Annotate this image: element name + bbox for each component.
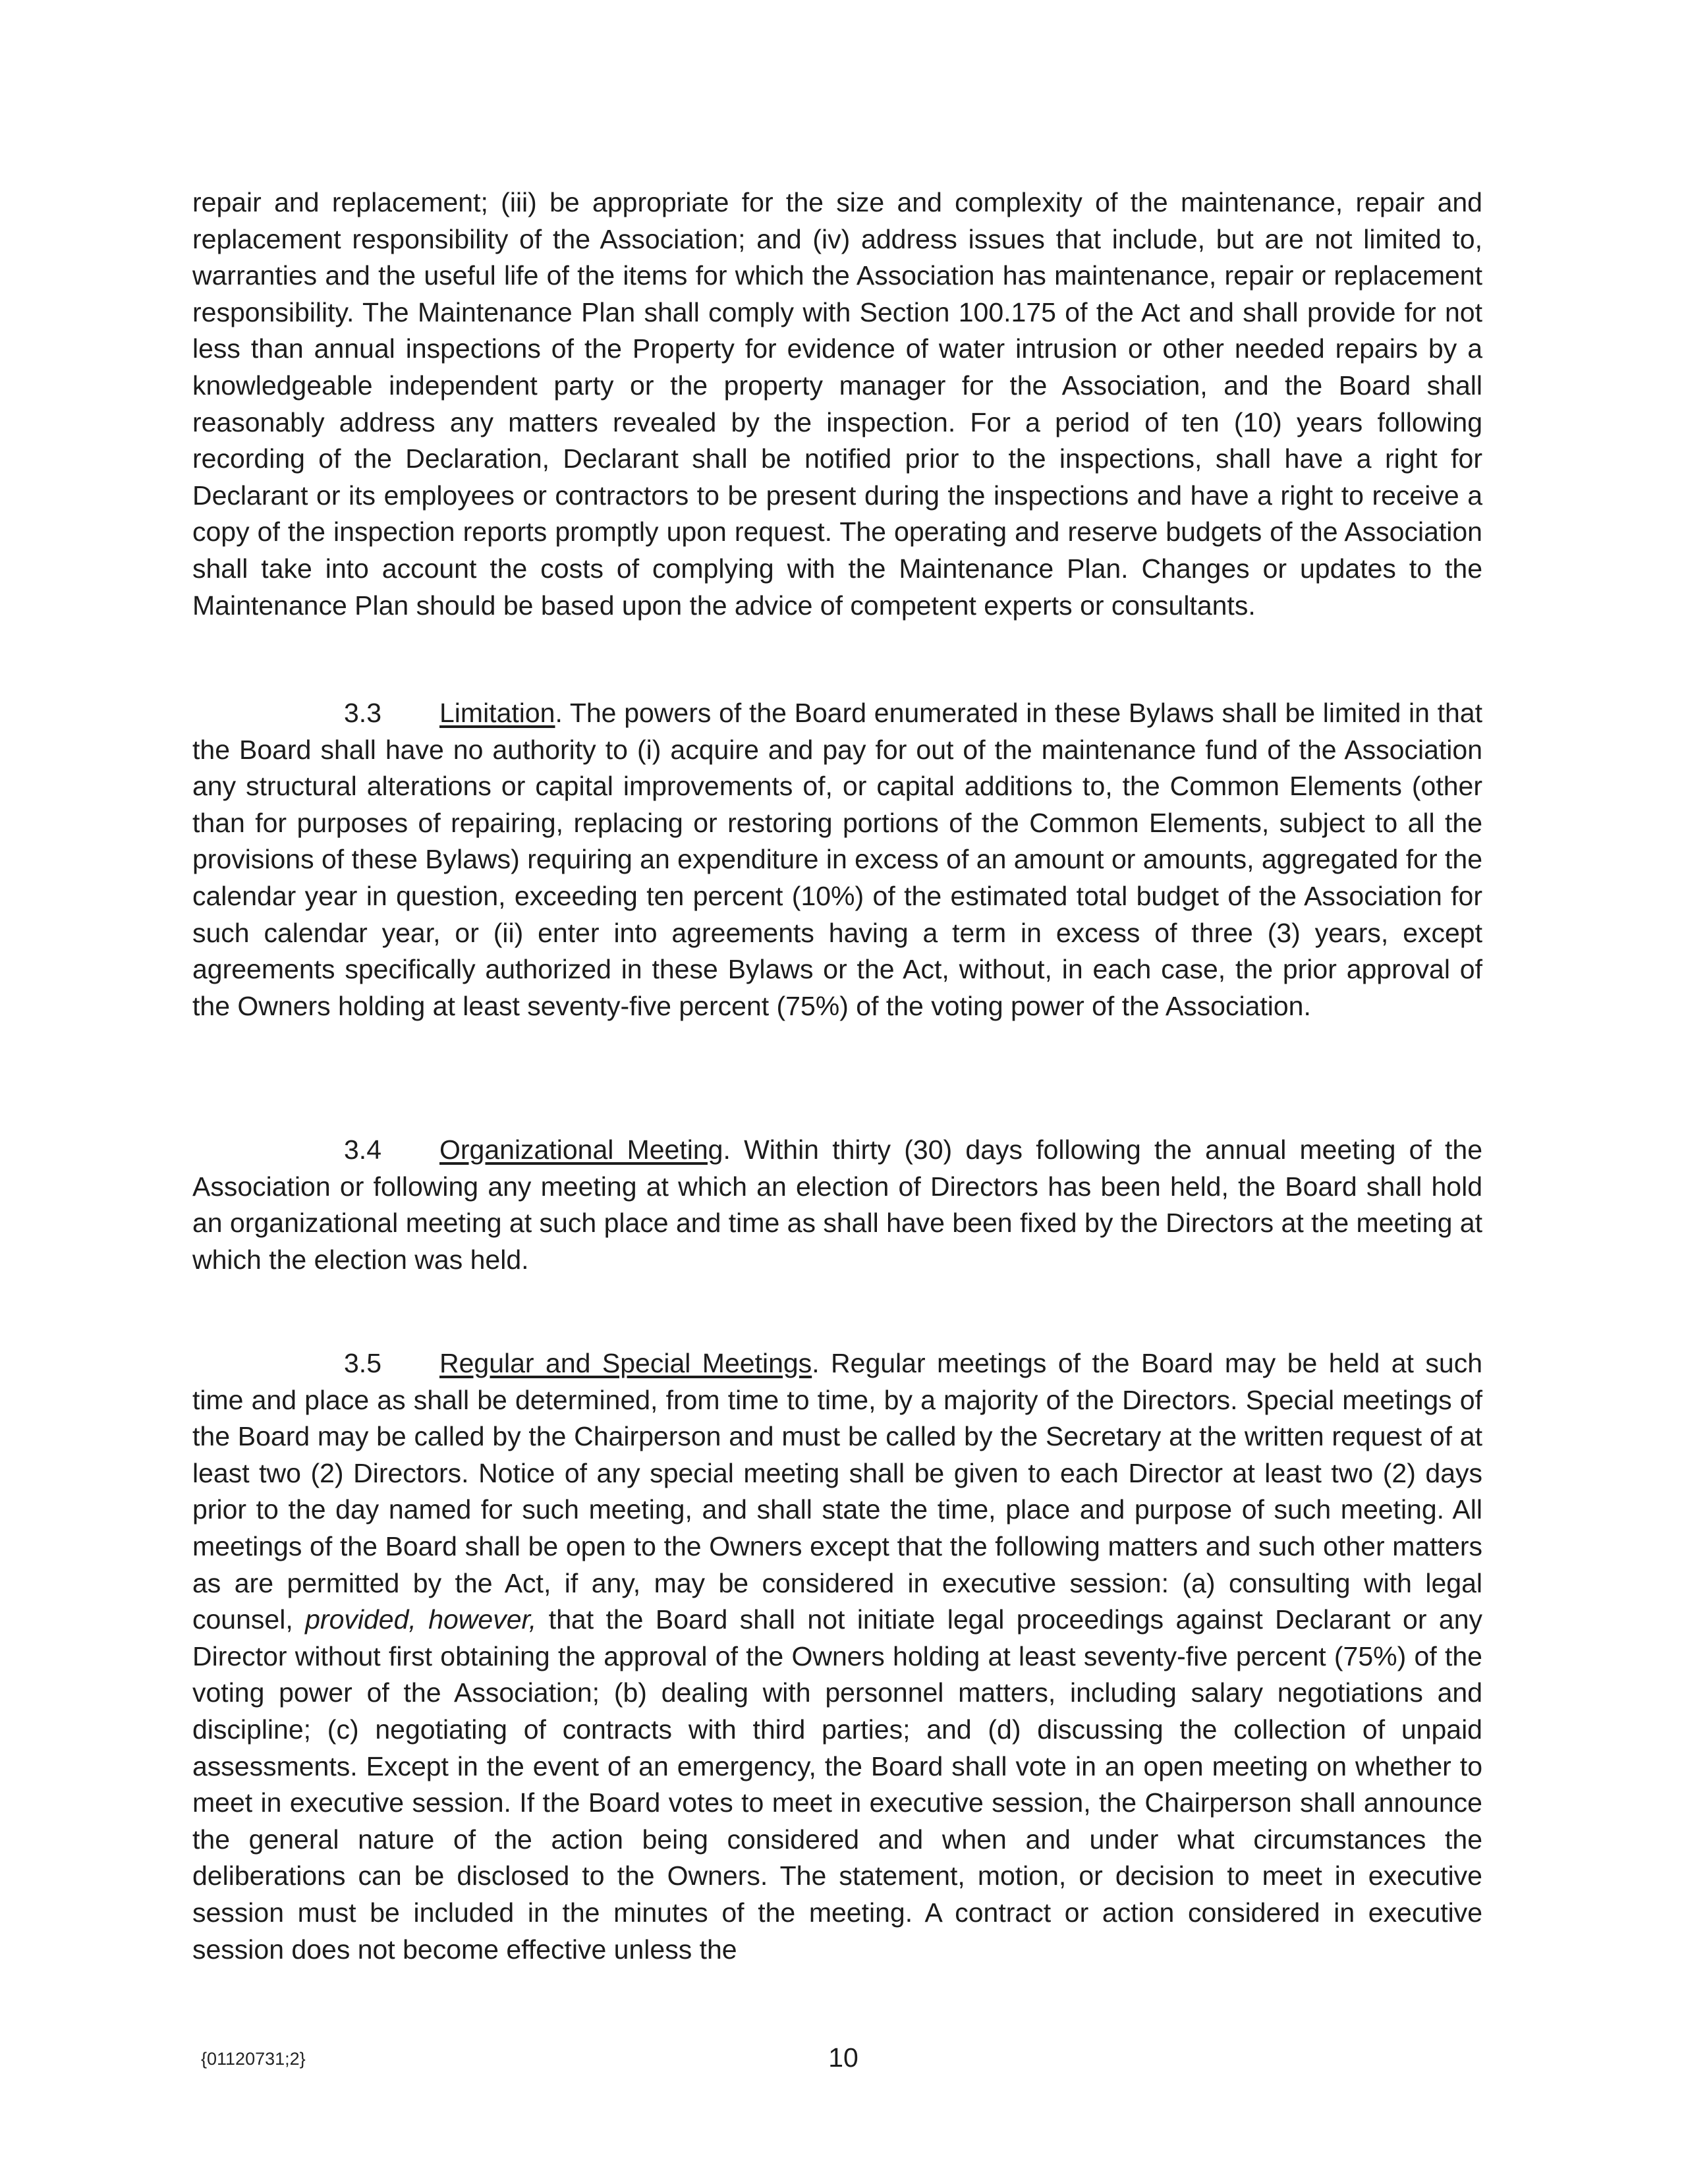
section-heading: Regular and Special Meetings [439, 1348, 812, 1378]
paragraph-continuation: repair and replacement; (iii) be appropriate for the size and complexity of the maintenance, repair and replacement responsibility of the Association; and (iv) address issues that include, but are not limited to, warranties and the useful life of the items for which the Association has maintenance, repair or replacement responsibility. The Maintenance Plan shall comply with Section 100.175 of the Act and shall provide for not less than annual inspections of the Property for evidence of water intrusion or other needed repairs by a knowledgeable independent party or the property manager for the Association, and the Board shall reasonably address any matters revealed by the inspection. For a period of ten (10) years following recording of the Declaration, Declarant shall be notified prior to the inspections, shall have a right for Declarant or its employees or contractors to be present during the inspections and have a right to receive a copy of the inspection reports promptly upon request. The operating and reserve budgets of the Association shall take into account the costs of complying with the Maintenance Plan. Changes or updates to the Maintenance Plan should be based upon the advice of competent experts or consultants. [192, 187, 1482, 621]
page-number: 10 [828, 2042, 858, 2073]
section-number: 3.5 [344, 1348, 381, 1378]
section-number: 3.4 [344, 1134, 381, 1165]
section-3-4 [192, 1132, 1482, 1278]
section-number: 3.3 [344, 698, 381, 728]
section-body-part-1: . Regular meetings of the Board may be held at such time and place as shall be determined, from time to time, by a majority of the Directors. Special meetings of the Board may be called by the Chairperson and must be called by the Secretary at the written request of at least two (2) Directors. Notice of any special meeting shall be given to each Director at least two (2) days prior to the day named for such meeting, and shall state the time, place and purpose of such meeting. All meetings of the Board shall be open to the Owners except that the following matters and such other matters as are permitted by the Act, if any, may be considered in executive session: (a) consulting with legal counsel, [192, 1348, 1483, 1635]
section-3-5 [192, 1345, 1482, 1968]
document-id: {01120731;2} [201, 2049, 306, 2069]
section-heading: Limitation [439, 698, 555, 728]
section-emphasis: provided, however, [305, 1604, 537, 1635]
section-heading: Organizational Meeting [439, 1134, 723, 1165]
section-body: . Within thirty (30) days following the annual meeting of the Association or following any meeting at which an election of Directors has been held, the Board shall hold an organizational meeting at such place and time as shall have been fixed by the Directors at the meeting at which the election was held. [192, 1134, 1482, 1275]
section-body: . The powers of the Board enumerated in these Bylaws shall be limited in that the Board shall have no authority to (i) acquire and pay for out of the maintenance fund of the Association any structural alterations or capital improvements of, or capital additions to, the Common Elements (other than for purposes of repairing, replacing or restoring portions of the Common Elements, subject to all the provisions of these Bylaws) requiring an expenditure in excess of an amount or amounts, aggregated for the calendar year in question, exceeding ten percent (10%) of the estimated total budget of the Association for such calendar year, or (ii) enter into agreements having a term in excess of three (3) years, except agreements specifically authorized in these Bylaws or the Act, without, in each case, the prior approval of the Owners holding at least seventy-five percent (75%) of the voting power of the Association. [192, 698, 1482, 1021]
section-3-3 [192, 695, 1482, 1024]
section-body-part-2: that the Board shall not initiate legal proceedings against Declarant or any Director without first obtaining the approval of the Owners holding at least seventy-five percent (75%) of the voting power of the Association; (b) dealing with personnel matters, including salary negotiations and discipline; (c) negotiating of contracts with third parties; and (d) discussing the collection of unpaid assessments. Except in the event of an emergency, the Board shall vote in an open meeting on whether to meet in executive session. If the Board votes to meet in executive session, the Chairperson shall announce the general nature of the action being considered and when and under what circumstances the deliberations can be disclosed to the Owners. The statement, motion, or decision to meet in executive session must be included in the minutes of the meeting. A contract or action considered in executive session does not become effective unless the [192, 1604, 1483, 1965]
